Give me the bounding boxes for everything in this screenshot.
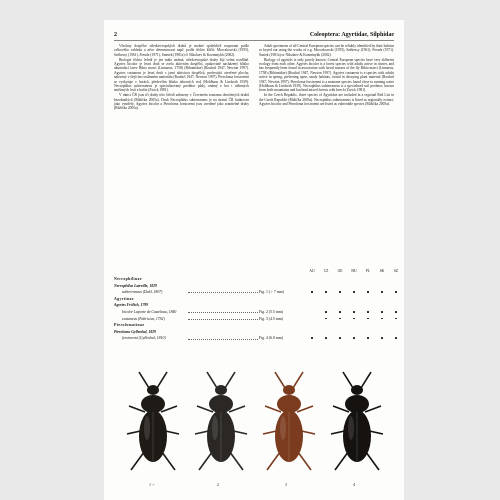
figure-label: 4 (353, 482, 355, 487)
running-title: Coleoptera: Agyrtidae, Silphidae (309, 32, 394, 38)
presence-dot (381, 311, 383, 313)
english-text-column (259, 44, 394, 107)
figure-reference: Fig. 4 (6.0 mm) (259, 336, 283, 341)
presence-dot (395, 337, 397, 339)
presence-dot (367, 311, 369, 313)
presence-dot (381, 291, 383, 293)
distribution-dots (306, 336, 404, 341)
distribution-dots (306, 310, 404, 315)
beetle-head (283, 385, 295, 395)
country-code: PL (365, 269, 371, 273)
beetle-illustration (191, 370, 251, 482)
beetle-illustration (123, 370, 183, 482)
beetle-leg (343, 372, 353, 388)
beetle-illustration (327, 370, 387, 482)
species-name: forstroemi (Gyllenhal, 1810) (122, 336, 166, 341)
presence-dot (381, 318, 383, 320)
presence-dot (395, 318, 397, 320)
presence-dot (311, 337, 313, 339)
family-name: Agyrtinae (114, 296, 134, 301)
country-code: AU (309, 269, 315, 273)
beetle-illustration (259, 370, 319, 482)
paragraph: Biologie těchto čeledí je jen málo známá, středoevropské druhy žijí velmi rozdílně. Agyrtes bicolor je lesní druh se zcela aktivním dospělci, opakovaně nacházený blízko akumulací larev Bibio marci (Linnaeus, 1758) (Bihomidae) (Rouboš 1947, Newton 1997). Agyrtes castaneus je lesní druh s jarní aktivitou dospělců, preferující otevřené plochy, nalezený v tlejícím rostlinném materiálu (Rouboš 1947, Newton 1997). Pteroloma forstroemi se vyskytuje v horách, především blízko tekoucích vod (Holdhaus & Lindroth 1939). Necrophilus subterraneus je specializovaný predátor půdy, známý z hor i nížinných smíšených lesů a bučin (Zwick 1981). (114, 57, 249, 93)
family-name: Pterolomatinae (114, 323, 145, 328)
dotted-leader (188, 339, 258, 340)
presence-dot (339, 318, 341, 320)
presence-dot (381, 337, 383, 339)
paragraph: Adult specimens of all Central European species can be reliably identified by their habitus or keyed out using the works of e.g. Mroczkowski (1955), Székessy (1961), Freude (1971), Šustek (1981a) or Nikolaev & Kozminykh (2002). (259, 44, 394, 57)
presence-dot (325, 311, 327, 313)
presence-dot (325, 291, 327, 293)
elytra-highlight (212, 416, 218, 440)
presence-dot (339, 311, 341, 313)
figure-reference: Fig. 3 (4.5 mm) (259, 316, 283, 321)
table-row (114, 284, 394, 289)
figure-reference: Fig. 1 (♂ 7 mm) (259, 290, 284, 295)
country-code: SZ (393, 269, 399, 273)
presence-dot (311, 291, 313, 293)
presence-dot (339, 291, 341, 293)
table-row (114, 310, 394, 315)
presence-dot (353, 311, 355, 313)
distribution-dots (306, 317, 404, 322)
beetle-figures (119, 370, 389, 490)
presence-dot (367, 337, 369, 339)
dotted-leader (188, 312, 258, 313)
presence-dot (367, 318, 369, 320)
table-row (114, 297, 394, 302)
beetle-leg (275, 372, 285, 388)
presence-dot (353, 291, 355, 293)
beetle-leg (157, 372, 167, 388)
presence-dot (367, 291, 369, 293)
elytra-highlight (144, 416, 150, 440)
presence-dot (353, 337, 355, 339)
elytra-highlight (348, 416, 354, 440)
figure-label: 3 (285, 482, 287, 487)
presence-dot (395, 311, 397, 313)
elytra-highlight (280, 416, 286, 440)
beetle-leg (361, 372, 371, 388)
dotted-leader (188, 319, 258, 320)
beetle-head (351, 385, 363, 395)
paragraph: Všechny dospělce středoevropských druhů je možné spolehlivě rozpoznat podle celkového vzhledu a něco determinovat např. podle těchto klíčů: Mroczkowski (1955), Székessy (1961), Freude (1971), Smetek (1981a) či Nikolaev & Kozminykh (2002). (114, 44, 249, 57)
figure-label: 2 (217, 482, 219, 487)
table-row (114, 290, 394, 295)
table-row (114, 323, 394, 328)
page-header (114, 32, 394, 41)
presence-dot (339, 337, 341, 339)
species-name: bicolor Laporte de Castelnau, 1840 (122, 310, 177, 314)
distribution-dots (306, 290, 404, 295)
beetle-head (147, 385, 159, 395)
presence-dot (395, 291, 397, 293)
family-name: Necrophilinae (114, 277, 142, 281)
figure-label: 1 ♂ (149, 482, 155, 487)
genus-name: Pteroloma Gyllenhal, 1829 (114, 329, 157, 334)
table-row (114, 336, 394, 341)
genus-name: Necrophilus Latreille, 1829 (114, 283, 157, 288)
table-row (114, 330, 394, 335)
beetle-leg (225, 372, 235, 388)
beetle-head (215, 385, 227, 395)
table-row (114, 303, 394, 308)
czech-text-column (114, 44, 249, 111)
document-page (104, 20, 404, 500)
paragraph: In the Czech Republic, three species of Agyrtidae are included in a regional Red List in the Czech Republic (Růžička 2005a). Necrophilus subterraneus is listed as regionally extinct, Agyrtes bicolor and Pteroloma forstroemi are listed as vulnerable species (Růžička 2005a). (259, 93, 394, 107)
paragraph: V rámci ČR jsou tři druhy této čeledi zařazeny v Červeném seznamu ohrožených druhů bezobratlých (Růžička 2005a). Druh Necrophilus subterraneus je na území ČR hodnocen jako vymřelý, Agyrtes bicolor a Pteroloma forstroemi jsou uvedené jako zranitelné druhy (Růžička 2005a). (114, 93, 249, 111)
page-number: 2 (114, 32, 117, 38)
paragraph: Biology of agyrtids is only poorly known; Central European species have very different ecology from each other. Agyrtes bicolor is a forest species with adults active in winter, and has frequently been found in association with larval masses of the fly Bibio marci (Linnaeus, 1758) (Bibionidae) (Rouboš 1947, Newton 1997). Agyrtes castaneus is a species with adults active in spring, preferring open, sandy habitats, found in decaying plant material (Rouboš 1947, Newton 1997). Pteroloma forstroemi is a montane species found close to running water (Holdhaus & Lindroth 1939). Necrophilus subterraneus is a specialized soil predator, known from both mountains and lowland mixed forests with beech (Zwick 1981). (259, 57, 394, 93)
country-code: SK (379, 269, 385, 273)
species-name: subterraneus (Dahl, 1807) (122, 290, 163, 295)
country-code: CZ (323, 269, 329, 273)
table-row (114, 277, 394, 282)
beetle-leg (207, 372, 217, 388)
presence-dot (325, 318, 327, 320)
table-row (114, 317, 394, 322)
country-code: HU (351, 269, 357, 273)
dotted-leader (188, 292, 258, 293)
beetle-leg (293, 372, 303, 388)
country-code: GE (337, 269, 343, 273)
presence-dot (325, 337, 327, 339)
presence-dot (353, 318, 355, 320)
genus-name: Agyrtes Frölich, 1799 (114, 303, 149, 308)
beetle-leg (139, 372, 149, 388)
species-name: castaneus (Fabricius, 1792) (122, 316, 165, 321)
figure-reference: Fig. 2 (5.5 mm) (259, 310, 283, 314)
country-header (306, 269, 404, 275)
